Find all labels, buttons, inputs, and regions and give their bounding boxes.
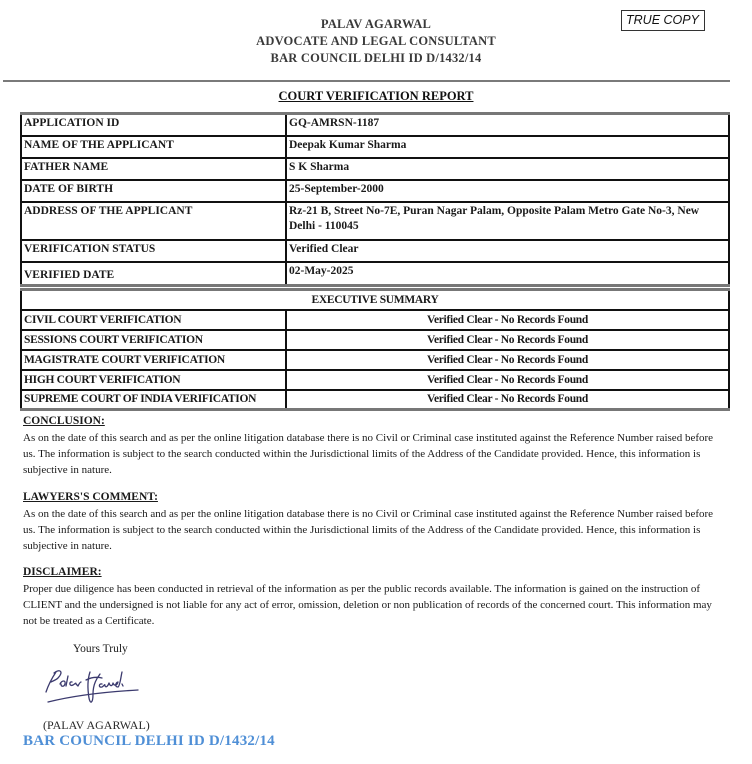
disclaimer-text: Proper due diligence has been conducted in retrieval of the information as per the public records available. The information is gained on the instruction of CLIENT and the undersigned is not liable for any act of error, omission, deletion or non publication of records of the concerned court. This information may not be treated as a Certificate.: [23, 583, 712, 627]
field-value: GQ-AMRSN-1187: [286, 114, 729, 136]
lawyers-comment-text: As on the date of this search and as per the online litigation database there is no Civil or Criminal case instituted against the Reference Number raised before us. The information is subject to the search conducted within the Jurisdictional limits of the Address of the Candidate provided. Hence, this information is subjective in nature.: [23, 508, 714, 552]
court-result: Verified Clear - No Records Found: [286, 310, 729, 330]
advocate-designation: ADVOCATE AND LEGAL CONSULTANT: [256, 34, 496, 48]
table-row: [21, 310, 729, 330]
advocate-name: PALAV AGARWAL: [320, 17, 432, 31]
table-row: [21, 202, 729, 240]
field-value: Verified Clear: [286, 240, 729, 262]
court-label: SESSIONS COURT VERIFICATION: [21, 330, 286, 350]
field-value: 25-September-2000: [286, 180, 729, 202]
signer-name: (PALAV AGARWAL): [43, 718, 150, 732]
field-value: 02-May-2025: [286, 262, 729, 286]
field-label: DATE OF BIRTH: [21, 180, 286, 202]
table-row: [21, 330, 729, 350]
court-label: CIVIL COURT VERIFICATION: [21, 310, 286, 330]
table-row: [21, 390, 729, 410]
closing-salutation: Yours Truly: [73, 643, 128, 655]
header-divider: [3, 80, 730, 82]
court-result: Verified Clear - No Records Found: [286, 350, 729, 370]
conclusion-section: [23, 414, 723, 478]
court-label: MAGISTRATE COURT VERIFICATION: [21, 350, 286, 370]
table-row: [21, 158, 729, 180]
table-header-row: [21, 290, 729, 310]
signature-icon: [42, 664, 152, 710]
field-value: S K Sharma: [286, 158, 729, 180]
field-label: VERIFIED DATE: [21, 262, 286, 286]
signer-bar-id: BAR COUNCIL DELHI ID D/1432/14: [23, 733, 275, 749]
advocate-bar-id: BAR COUNCIL DELHI ID D/1432/14: [270, 51, 482, 65]
court-result: Verified Clear - No Records Found: [286, 390, 729, 410]
disclaimer-heading: DISCLAIMER:: [23, 566, 102, 578]
court-label: HIGH COURT VERIFICATION: [21, 370, 286, 390]
table-row: [21, 180, 729, 202]
court-result: Verified Clear - No Records Found: [286, 330, 729, 350]
field-label: APPLICATION ID: [21, 114, 286, 136]
field-value: Deepak Kumar Sharma: [286, 136, 729, 158]
true-copy-stamp: TRUE COPY: [621, 10, 705, 31]
lawyers-comment-section: [23, 490, 723, 554]
conclusion-text: As on the date of this search and as per the online litigation database there is no Civil or Criminal case instituted against the Reference Number raised before us. The information is subject to the search conducted within the Jurisdictional limits of the Address of the Candidate provided. Hence, this information is subjective in nature.: [23, 432, 714, 476]
disclaimer-section: [23, 565, 723, 629]
field-label: FATHER NAME: [21, 158, 286, 180]
conclusion-heading: CONCLUSION:: [23, 415, 105, 427]
report-title: COURT VERIFICATION REPORT: [278, 89, 474, 103]
court-result: Verified Clear - No Records Found: [286, 370, 729, 390]
table-row: [21, 370, 729, 390]
table-row: [21, 262, 729, 286]
table-row: [21, 350, 729, 370]
applicant-details-table: [20, 112, 730, 287]
table-row: [21, 240, 729, 262]
field-label: NAME OF THE APPLICANT: [21, 136, 286, 158]
executive-summary-table: [20, 288, 730, 411]
table-row: [21, 136, 729, 158]
summary-heading: EXECUTIVE SUMMARY: [21, 290, 729, 310]
table-row: [21, 114, 729, 136]
field-value: Rz-21 B, Street No-7E, Puran Nagar Palam, Opposite Palam Metro Gate No-3, New Delhi - 110045: [286, 202, 729, 240]
court-label: SUPREME COURT OF INDIA VERIFICATION: [21, 390, 286, 410]
field-label: VERIFICATION STATUS: [21, 240, 286, 262]
field-label: ADDRESS OF THE APPLICANT: [21, 202, 286, 240]
lawyers-comment-heading: LAWYERS'S COMMENT:: [23, 491, 158, 503]
